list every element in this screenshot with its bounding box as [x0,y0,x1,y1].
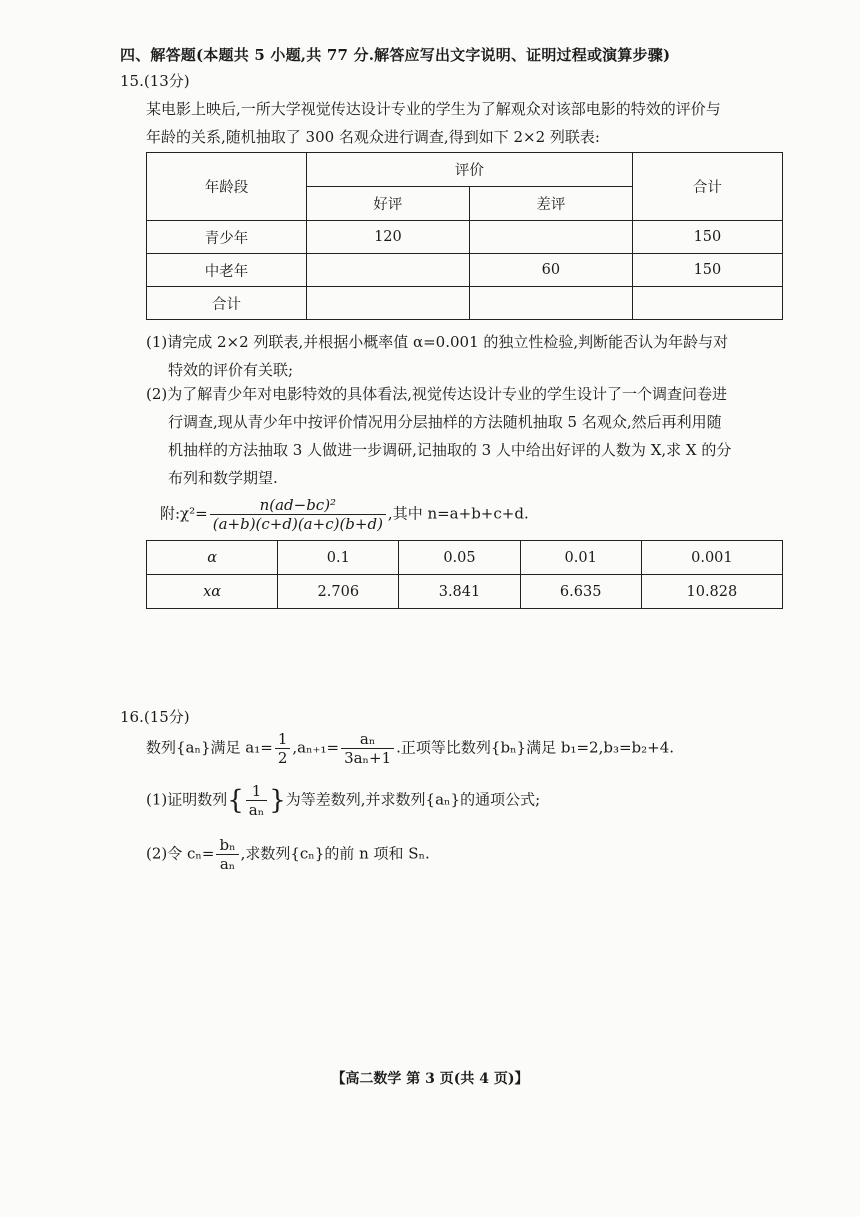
cell-good [306,254,469,287]
p1-numerator: 1 [246,782,267,801]
alpha-value: 0.01 [520,541,641,575]
q16-stem-a: 数列{aₙ}满足 a₁= [146,738,273,757]
recurrence-numerator: aₙ [341,730,394,749]
chi-square-formula [160,496,529,533]
q15-number: 15.(13分) [120,72,190,90]
cell-total: 150 [632,254,782,287]
x-alpha-value: 2.706 [278,575,399,609]
contingency-table [146,152,783,320]
a1-numerator: 1 [275,730,291,749]
critical-value-table [146,540,783,609]
alpha-value: 0.05 [399,541,520,575]
q16-stem [146,730,674,767]
cell-bad [469,287,632,320]
cell-good [306,287,469,320]
right-brace-icon: } [269,785,286,816]
table-row [147,254,783,287]
section-title: 四、解答题(本题共 5 小题,共 77 分.解答应写出文字说明、证明过程或演算步骤) [120,46,671,64]
row-label: 中老年 [147,254,307,287]
header-eval: 评价 [306,153,632,187]
q16-part1-b: 为等差数列,并求数列{aₙ}的通项公式; [285,790,541,809]
q15-part2 [146,380,786,492]
p1-denominator: aₙ [248,801,265,819]
recurrence-denominator: 3aₙ+1 [344,749,392,767]
q15-part2-line3: 机抽样的方法抽取 3 人做进一步调研,记抽取的 3 人中给出好评的人数为 X,求 X 的分 [168,441,732,459]
q15-part2-line2: 行调查,现从青少年中按评价情况用分层抽样的方法随机抽取 5 名观众,然后再利用随 [168,413,722,431]
cell-bad [469,221,632,254]
q15-stem [146,95,786,151]
q15-part2-line1: (2)为了解青少年对电影特效的具体看法,视觉传达设计专业的学生设计了一个调查问卷进 [146,385,728,403]
q15-part1-line1: (1)请完成 2×2 列联表,并根据小概率值 α=0.001 的独立性检验,判断能否认为年龄与对 [146,333,729,351]
table-row [147,287,783,320]
q16-part2-b: ,求数列{cₙ}的前 n 项和 Sₙ. [240,844,430,863]
cell-total: 150 [632,221,782,254]
q15-stem-line2: 年龄的关系,随机抽取了 300 名观众进行调查,得到如下 2×2 列联表: [146,128,600,146]
alpha-value: 0.001 [641,541,782,575]
formula-numerator: n(ad−bc)² [210,496,386,515]
row-label: 青少年 [147,221,307,254]
q15-stem-line1: 某电影上映后,一所大学视觉传达设计专业的学生为了解观众对该部电影的特效的评价与 [146,100,721,118]
p2-denominator: aₙ [219,855,236,873]
cell-bad: 60 [469,254,632,287]
formula-fraction [210,496,386,533]
q16-part1 [146,782,540,819]
formula-denominator: (a+b)(c+d)(a+c)(b+d) [212,515,383,533]
alpha-label: α [147,541,278,575]
q16-part2-a: (2)令 cₙ= [146,844,215,863]
q16-number: 16.(15分) [120,708,190,726]
a1-fraction [275,730,291,767]
q15-part2-line4: 布列和数学期望. [168,469,278,487]
left-brace-icon: { [227,785,244,816]
row-label: 合计 [147,287,307,320]
formula-prefix: 附:χ²= [160,504,208,523]
header-total: 合计 [632,153,782,221]
header-bad: 差评 [469,187,632,221]
p2-fraction [216,836,238,873]
q15-part1-line2: 特效的评价有关联; [168,361,294,379]
header-good: 好评 [306,187,469,221]
alpha-value: 0.1 [278,541,399,575]
x-alpha-value: 6.635 [520,575,641,609]
q16-part2 [146,836,430,873]
formula-suffix: ,其中 n=a+b+c+d. [387,504,529,523]
a1-denominator: 2 [277,749,288,767]
header-age: 年龄段 [147,153,307,221]
x-alpha-value: 3.841 [399,575,520,609]
x-alpha-label: xα [147,575,278,609]
q16-stem-c: .正项等比数列{bₙ}满足 b₁=2,b₃=b₂+4. [396,738,675,757]
table-row [147,221,783,254]
p1-fraction [246,782,267,819]
q15-part1 [146,328,786,384]
q16-part1-a: (1)证明数列 [146,790,228,809]
p2-numerator: bₙ [216,836,238,855]
cell-good: 120 [306,221,469,254]
x-alpha-value: 10.828 [641,575,782,609]
cell-total [632,287,782,320]
page-footer: 【高二数学 第 3 页(共 4 页)】 [331,1071,529,1087]
recurrence-fraction [341,730,394,767]
q16-stem-b: ,aₙ₊₁= [292,738,340,757]
